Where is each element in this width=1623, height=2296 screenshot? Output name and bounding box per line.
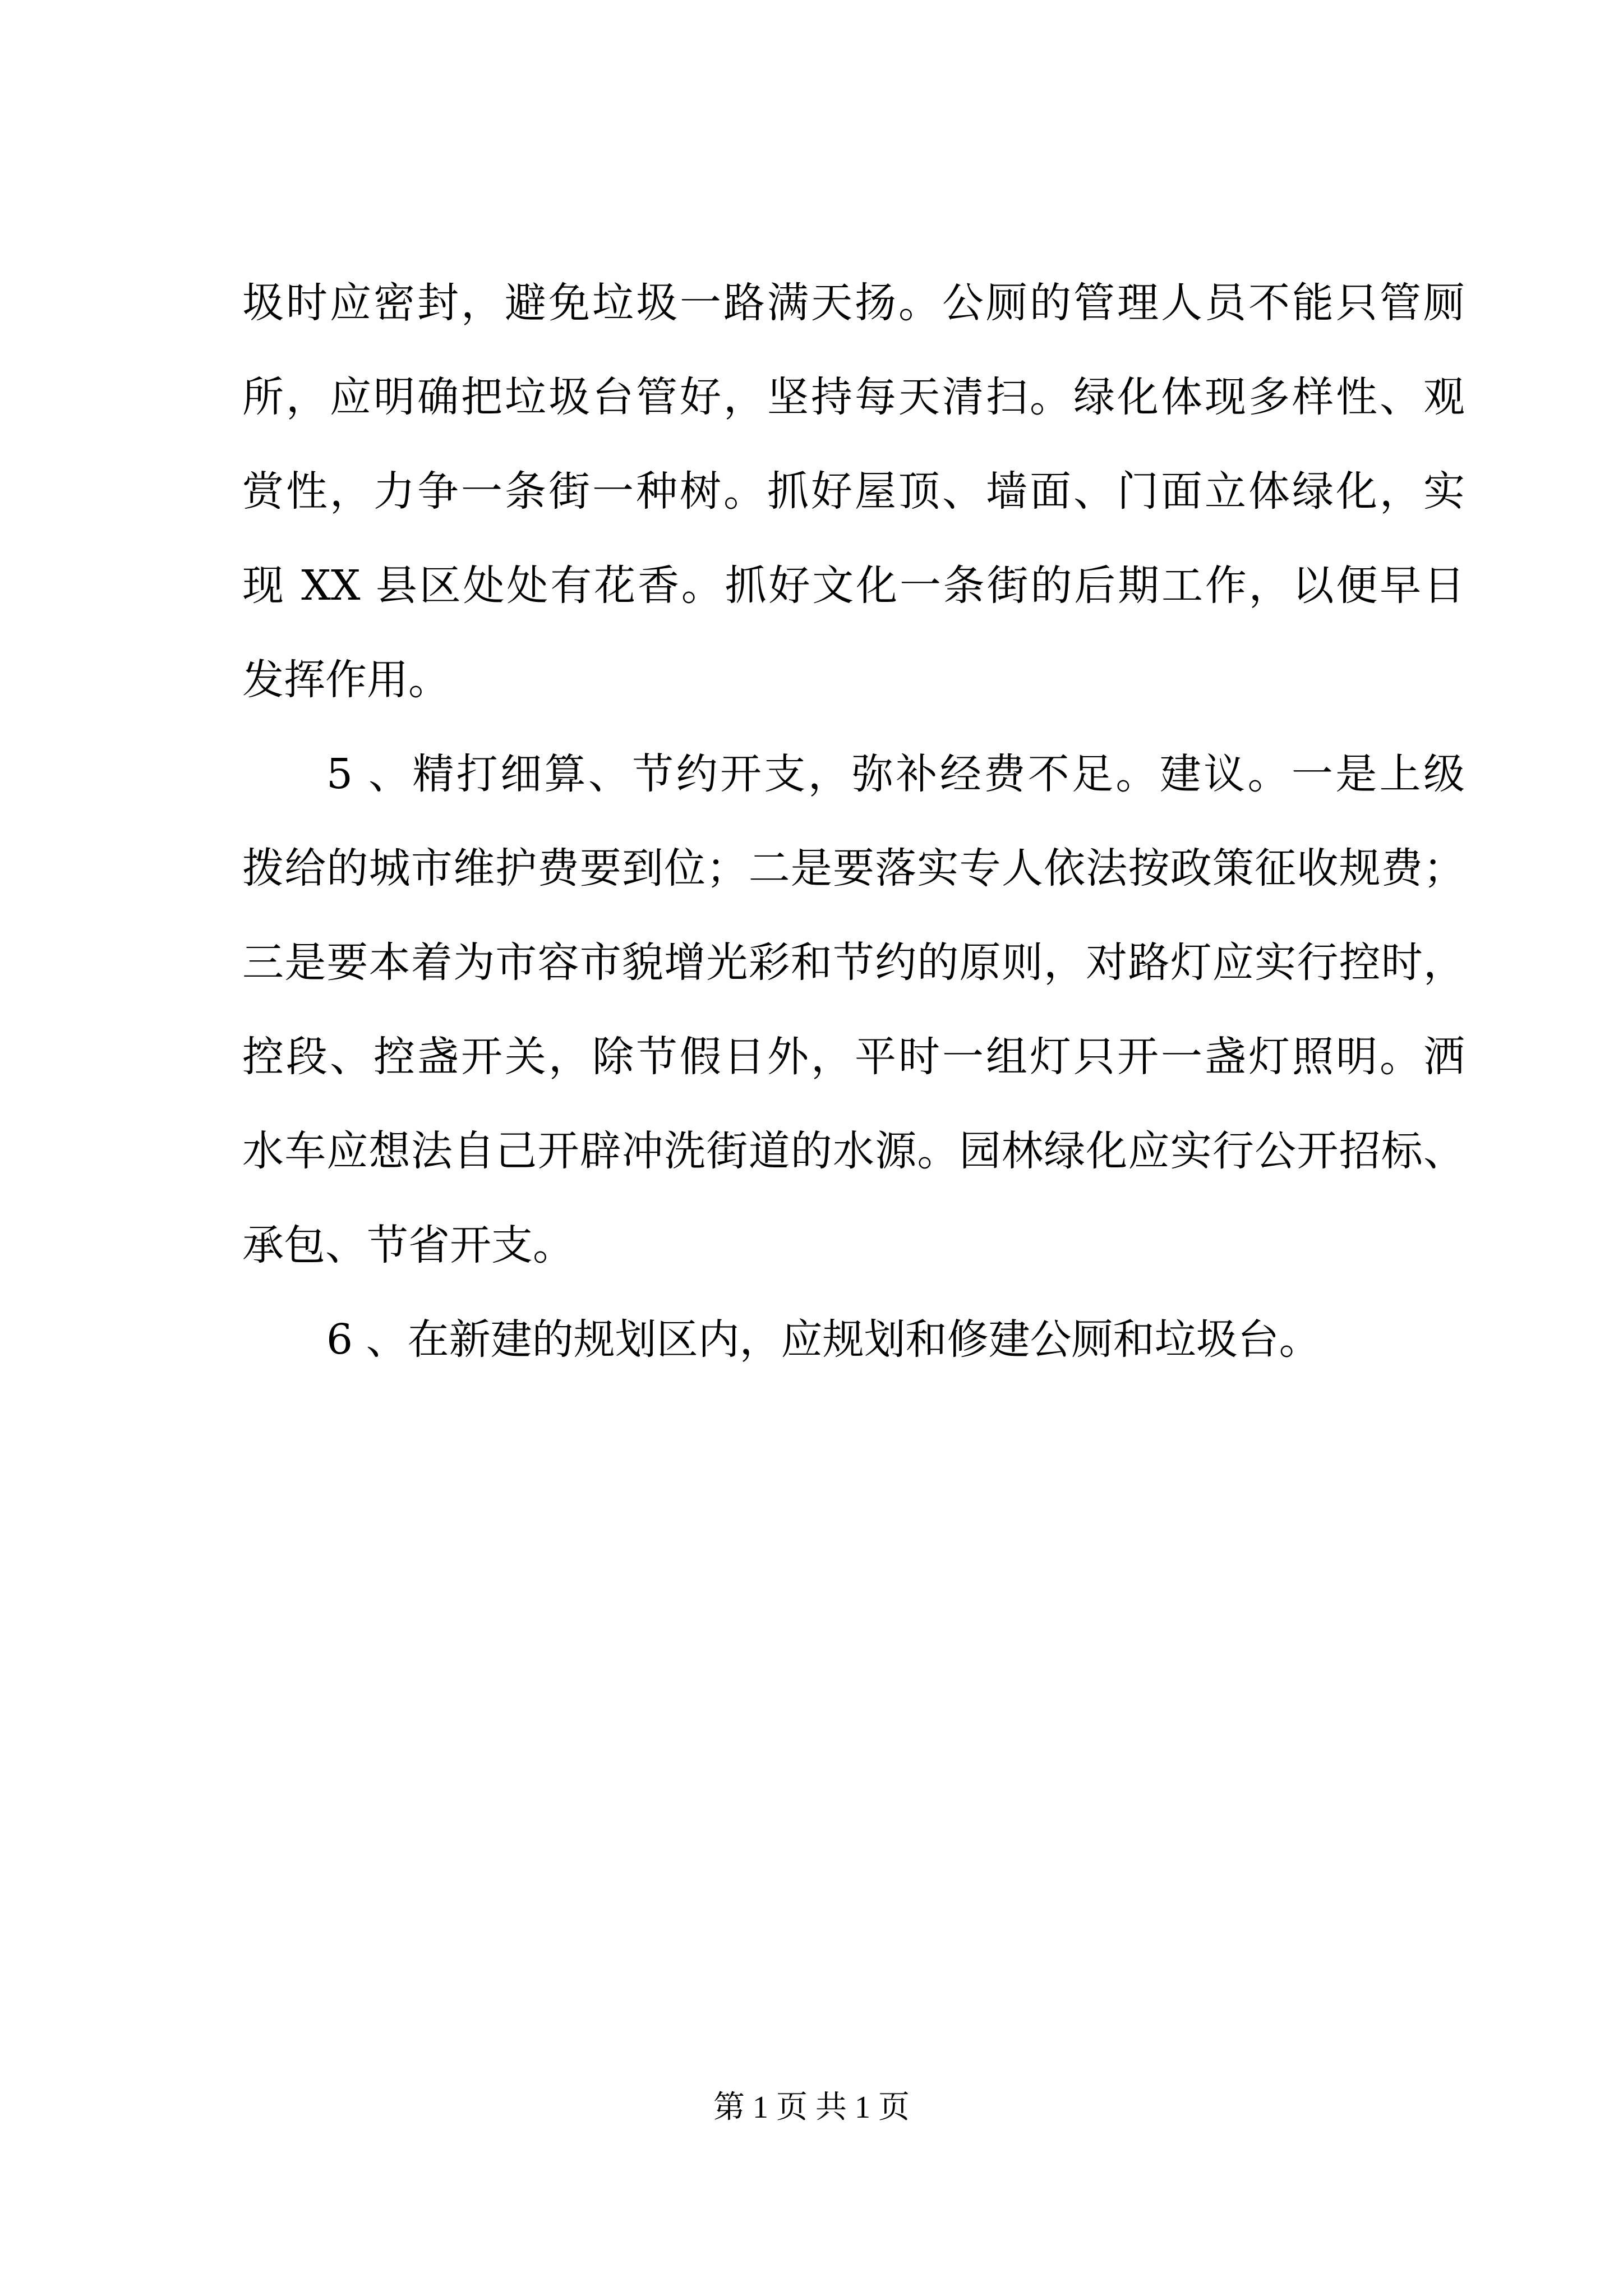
document-body bbox=[242, 256, 1465, 1387]
page-number-label: 第 1 页 共 1 页 bbox=[713, 2090, 910, 2125]
text-line: 现 XX 县区处处有花香。抓好文化一条街的后期工作，以便早日 bbox=[242, 562, 1465, 610]
text-line: 5 、精打细算、节约开支，弥补经费不足。建议。一是上级 bbox=[326, 750, 1465, 798]
text-line: 赏性，力争一条街一种树。抓好屋顶、墙面、门面立体绿化，实 bbox=[242, 467, 1465, 516]
text-line: 发挥作用。 bbox=[242, 656, 450, 704]
text-line: 所，应明确把垃圾台管好，坚持每天清扫。绿化体现多样性、观 bbox=[242, 373, 1465, 421]
text-line: 承包、节省开支。 bbox=[242, 1221, 574, 1269]
page-footer bbox=[0, 2088, 1623, 2127]
paragraph-continuation bbox=[242, 256, 1465, 727]
paragraph-item-6 bbox=[242, 1292, 1465, 1387]
text-line: 拨给的城市维护费要到位；二是要落实专人依法按政策征收规费； bbox=[242, 844, 1465, 892]
text-line: 水车应想法自己开辟冲洗街道的水源。园林绿化应实行公开招标、 bbox=[242, 1127, 1465, 1175]
text-line: 三是要本着为市容市貌增光彩和节约的原则，对路灯应实行控时， bbox=[242, 938, 1465, 987]
text-line: 控段、控盏开关，除节假日外，平时一组灯只开一盏灯照明。洒 bbox=[242, 1033, 1465, 1081]
paragraph-item-5 bbox=[242, 727, 1465, 1292]
text-line: 6 、在新建的规划区内，应规划和修建公厕和垃圾台。 bbox=[326, 1315, 1321, 1364]
text-line: 圾时应密封，避免垃圾一路满天扬。公厕的管理人员不能只管厕 bbox=[242, 279, 1465, 327]
